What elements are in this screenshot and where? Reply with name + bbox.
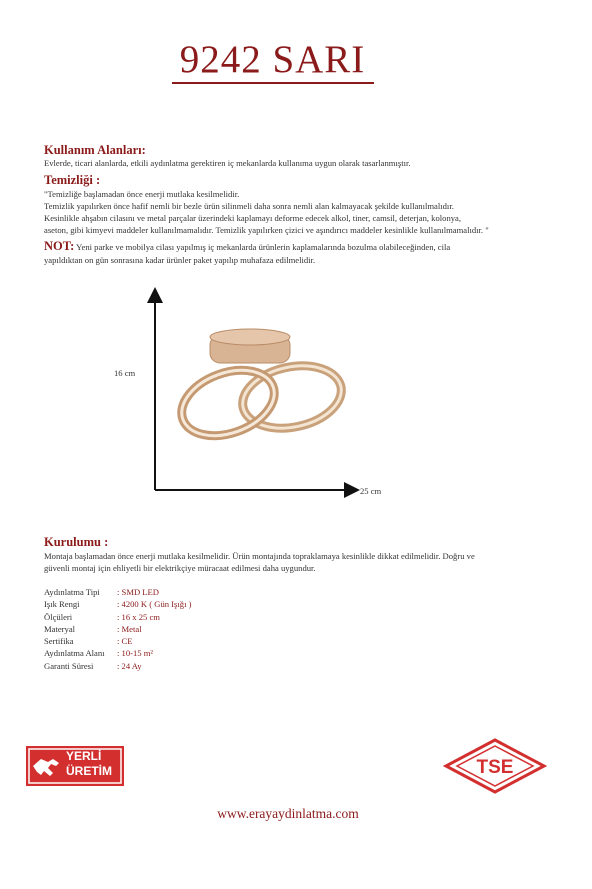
- cleaning-heading: Temizliği :: [44, 173, 101, 187]
- cleaning-line: "Temizliğe başlamadan önce enerji mutlaka kesilmelidir.: [44, 189, 240, 199]
- spec-key: Işık Rengi: [44, 599, 80, 610]
- cleaning-line: Kesinlikle ahşabın cilasını ve metal parçalar üzerindeki kaplamayı deforme edecek alkol, tiner, camsil, deterjan, kolonya,: [44, 213, 462, 223]
- spec-row: [44, 611, 191, 623]
- usage-text: Evlerde, ticari alanlarda, etkili aydınlatma gerektiren iç mekanlarda kullanıma uygun olarak tasarlanmıştır.: [44, 158, 411, 168]
- spec-row: [44, 586, 191, 598]
- yerli-uretim-text: [66, 749, 112, 779]
- spec-row: [44, 635, 191, 647]
- width-label: 25 cm: [360, 486, 382, 496]
- note-text: Yeni parke ve mobilya cilası yapılmış iç mekanlarda ürünlerin kaplamalarında bozulma olabileceğinden, cila: [76, 242, 451, 252]
- note-block: [44, 240, 450, 253]
- product-dimension-diagram: [100, 285, 400, 500]
- cleaning-line: aseton, gibi kimyevi maddeler kullanılmamalıdır. Temizlik yapılırken çizici ve aşındırıcı maddeler kesinlikle kullanılmamalıdır. ": [44, 225, 489, 235]
- spec-value: : 10-15 m²: [117, 648, 153, 659]
- spec-key: Aydınlatma Alanı: [44, 648, 105, 659]
- note-text-cont: yapıldıktan on gün sonrasına kadar ürünler paket yapılıp muhafaza edilmelidir.: [44, 255, 316, 265]
- spec-value: : 16 x 25 cm: [117, 611, 160, 622]
- spec-value: : Metal: [117, 623, 142, 634]
- product-title: 9242 SARI: [179, 38, 366, 81]
- tse-text: TSE: [476, 757, 514, 778]
- usage-heading: Kullanım Alanları:: [44, 143, 146, 157]
- spec-key: Materyal: [44, 623, 76, 634]
- lamp-illustration: [173, 329, 348, 448]
- height-label: 16 cm: [114, 368, 136, 378]
- installation-line: güvenli montaj için ehliyetli bir elektrikçiye müracaat edilmesi daha uygundur.: [44, 563, 316, 573]
- spec-value: : CE: [117, 636, 133, 647]
- spec-key: Sertifika: [44, 636, 74, 647]
- cleaning-line: Temizlik yapılırken önce hafif nemli bir bezle ürün silinmeli daha sonra nemli alan kalmayacak şekilde kullanılmalıdır.: [44, 201, 454, 211]
- uretim-text: ÜRETİM: [66, 764, 112, 778]
- spec-table: [44, 586, 191, 672]
- spec-key: Aydınlatma Tipi: [44, 587, 100, 597]
- yerli-text: YERLİ: [66, 749, 102, 763]
- website-link[interactable]: www.erayaydinlatma.com: [217, 806, 359, 821]
- yerli-uretim-logo: [26, 746, 124, 786]
- spec-row: [44, 598, 191, 610]
- title-underline: [172, 82, 374, 84]
- spec-row: [44, 660, 191, 672]
- installation-line: Montaja başlamadan önce enerji mutlaka kesilmelidir. Ürün montajında topraklamaya kesinlikle dikkat edilmelidir. Doğru ve: [44, 551, 475, 561]
- spec-row: [44, 623, 191, 635]
- spec-value: : SMD LED: [117, 587, 160, 597]
- note-label: NOT:: [44, 239, 75, 253]
- spec-row: [44, 647, 191, 659]
- installation-heading: Kurulumu :: [44, 535, 109, 549]
- spec-key: Ölçüleri: [44, 611, 73, 622]
- spec-key: Garanti Süresi: [44, 660, 94, 671]
- spec-value: : 4200 K ( Gün Işığı ): [117, 599, 192, 610]
- spec-value: : 24 Ay: [117, 660, 142, 671]
- tse-logo: [443, 737, 547, 795]
